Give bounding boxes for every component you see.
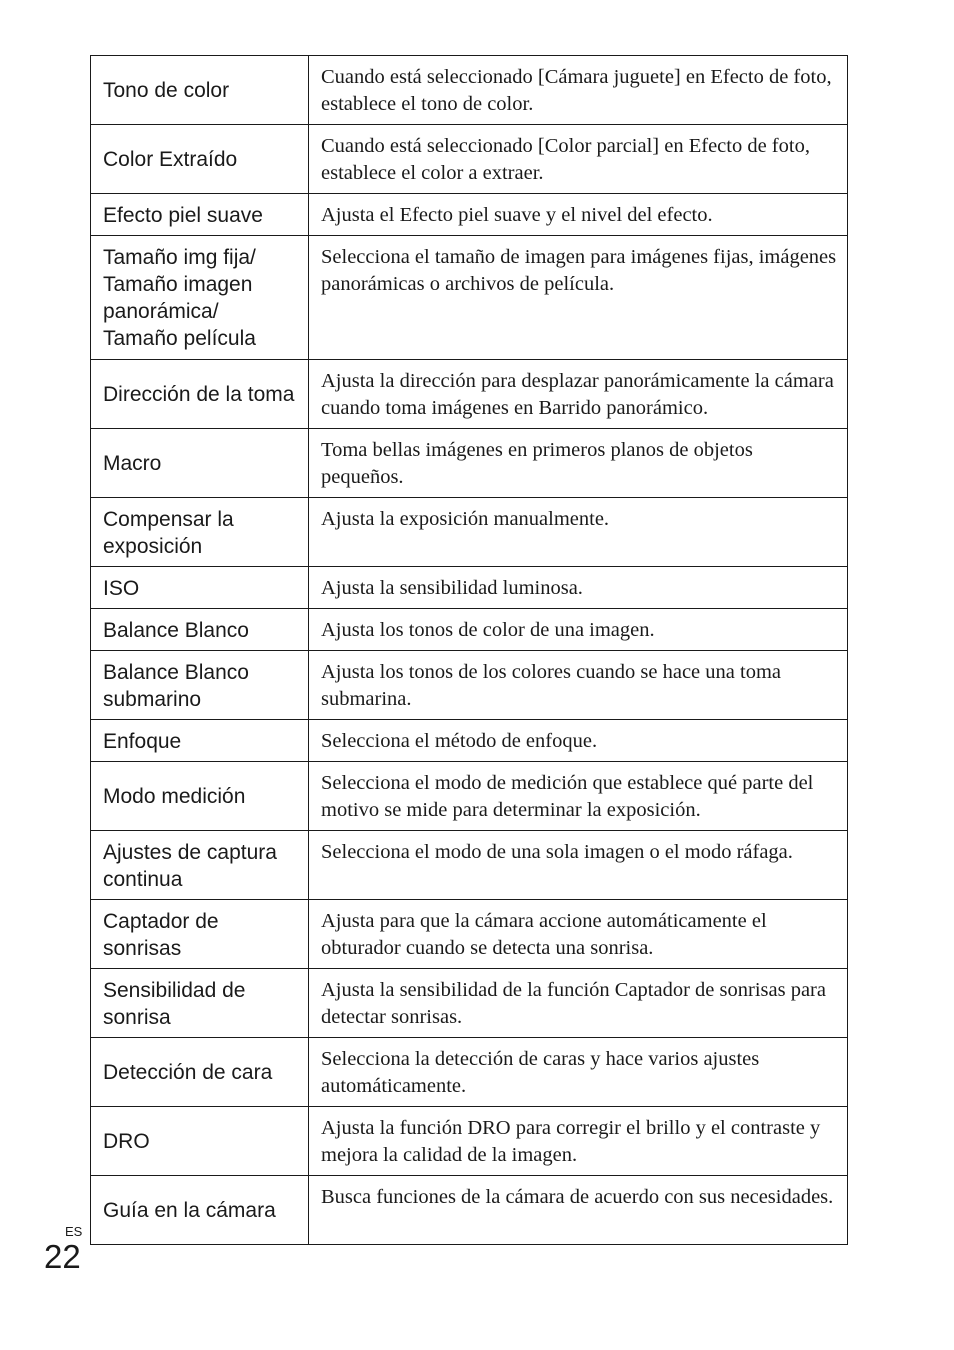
table-row — [91, 56, 848, 125]
setting-name: Tono de color — [91, 56, 309, 125]
table-row — [91, 567, 848, 609]
setting-name: Enfoque — [91, 720, 309, 762]
language-code: ES — [65, 1224, 83, 1239]
table-row — [91, 236, 848, 360]
setting-description: Cuando está seleccionado [Color parcial] en Efecto de foto, establece el color a extraer. — [309, 125, 848, 194]
table-row — [91, 194, 848, 236]
table-row — [91, 125, 848, 194]
setting-description: Cuando está seleccionado [Cámara juguete] en Efecto de foto, establece el tono de color. — [309, 56, 848, 125]
setting-name: Color Extraído — [91, 125, 309, 194]
setting-name: DRO — [91, 1107, 309, 1176]
setting-description: Selecciona el método de enfoque. — [309, 720, 848, 762]
setting-description: Selecciona el tamaño de imagen para imágenes fijas, imágenes panorámicas o archivos de película. — [309, 236, 848, 360]
setting-name: Ajustes de captura continua — [91, 831, 309, 900]
table-row — [91, 360, 848, 429]
settings-table — [90, 55, 848, 1245]
table-row — [91, 498, 848, 567]
setting-description: Ajusta el Efecto piel suave y el nivel del efecto. — [309, 194, 848, 236]
setting-name: Tamaño img fija/ Tamaño imagen panorámica/ Tamaño película — [91, 236, 309, 360]
setting-name: Macro — [91, 429, 309, 498]
setting-name: Compensar la exposición — [91, 498, 309, 567]
setting-name: Detección de cara — [91, 1038, 309, 1107]
table-row — [91, 1176, 848, 1245]
setting-description: Ajusta para que la cámara accione automáticamente el obturador cuando se detecta una sonrisa. — [309, 900, 848, 969]
setting-description: Selecciona el modo de medición que establece qué parte del motivo se mide para determinar la exposición. — [309, 762, 848, 831]
setting-description: Selecciona el modo de una sola imagen o el modo ráfaga. — [309, 831, 848, 900]
setting-description: Selecciona la detección de caras y hace varios ajustes automáticamente. — [309, 1038, 848, 1107]
setting-name: Balance Blanco — [91, 609, 309, 651]
table-row — [91, 609, 848, 651]
table-row — [91, 720, 848, 762]
setting-description: Ajusta la sensibilidad luminosa. — [309, 567, 848, 609]
table-row — [91, 969, 848, 1038]
setting-name: Sensibilidad de sonrisa — [91, 969, 309, 1038]
setting-description: Toma bellas imágenes en primeros planos de objetos pequeños. — [309, 429, 848, 498]
setting-description: Busca funciones de la cámara de acuerdo con sus necesidades. — [309, 1176, 848, 1245]
setting-description: Ajusta la función DRO para corregir el brillo y el contraste y mejora la calidad de la imagen. — [309, 1107, 848, 1176]
table-row — [91, 762, 848, 831]
setting-name: Balance Blanco submarino — [91, 651, 309, 720]
table-row — [91, 1107, 848, 1176]
table-row — [91, 651, 848, 720]
setting-description: Ajusta la sensibilidad de la función Captador de sonrisas para detectar sonrisas. — [309, 969, 848, 1038]
setting-description: Ajusta los tonos de color de una imagen. — [309, 609, 848, 651]
setting-name: ISO — [91, 567, 309, 609]
setting-name: Captador de sonrisas — [91, 900, 309, 969]
table-row — [91, 900, 848, 969]
table-row — [91, 429, 848, 498]
setting-description: Ajusta la exposición manualmente. — [309, 498, 848, 567]
setting-name: Guía en la cámara — [91, 1176, 309, 1245]
table-row — [91, 831, 848, 900]
settings-table-container — [90, 55, 847, 1245]
setting-description: Ajusta los tonos de los colores cuando se hace una toma submarina. — [309, 651, 848, 720]
page-number: 22 — [44, 1238, 81, 1275]
setting-name: Modo medición — [91, 762, 309, 831]
table-row — [91, 1038, 848, 1107]
setting-name: Efecto piel suave — [91, 194, 309, 236]
setting-name: Dirección de la toma — [91, 360, 309, 429]
setting-description: Ajusta la dirección para desplazar panorámicamente la cámara cuando toma imágenes en Barrido panorámico. — [309, 360, 848, 429]
